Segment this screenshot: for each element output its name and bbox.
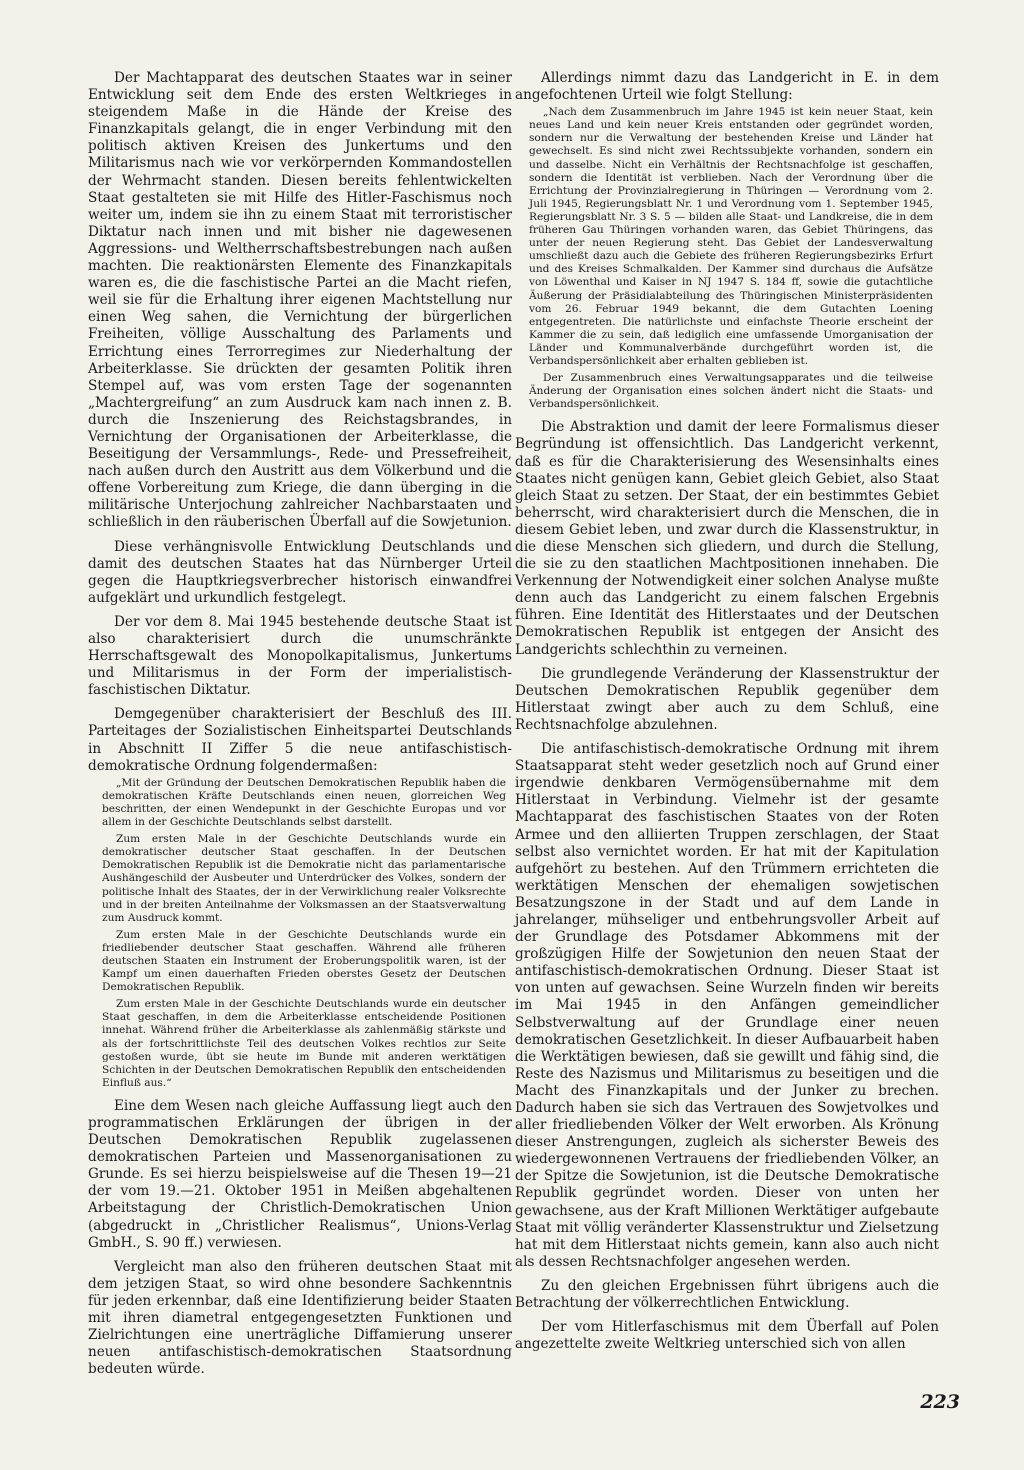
paragraph: Die antifaschistisch-demokratische Ordnung mit ihrem Staatsapparat steht weder gesetzlich noch auf Grund einer irgendwie denkbaren Vermögensübernahme mit dem Hitlerstaat in Verbindung. Vielmehr ist der gesamte Machtapparat des faschistischen Staates von der Roten Armee und den alliierten Truppen zerschlagen, der Staat selbst also vernichtet worden. Er hat mit der Kapitulation aufgehört zu bestehen. Auf den Trümmern errichteten die werktätigen Menschen der ehemaligen sowjetischen Besatzungszone in der Stadt und auf dem Lande in jahrelanger, mühseliger und entbehrungsvoller Arbeit auf der Grundlage des Potsdamer Abkommens mit der großzügigen Hilfe der Sowjetunion den neuen Staat der antifaschistisch-demokratischen Ordnung. Dieser Staat ist von unten auf gewachsen. Seine Wurzeln finden wir bereits im Mai 1945 in den Anfängen gemeindlicher Selbstverwaltung auf der Grundlage einer neuen demokratischen Gesetzlichkeit. In dieser Aufbauarbeit haben die Werktätigen bewiesen, daß sie gewillt und fähig sind, die Reste des Nazismus und Militarismus zu beseitigen und die Macht des Finanzkapitals und der Junker zu brechen. Dadurch haben sie sich das Vertrauen des Sowjetvolkes und aller friedliebenden Völker der Welt erworben. Als Krönung dieser Anstrengungen, zugleich als sicherster Beweis des wiedergewonnenen Vertrauens der friedliebenden Völker, an der Spitze die Sowjetunion, ist die Deutsche Demokratische Republik gegründet worden. Dieser von unten her gewachsene, aus der Kraft Millionen Werktätiger aufgebaute Staat mit völlig veränderter Klassenstruktur und Zielsetzung hat mit dem Hitlerstaat nichts gemein, kann also auch nicht als dessen Rechtsnachfolger angesehen werden.	[515, 741, 939, 1270]
left-column	[88, 70, 512, 1385]
paragraph: Eine dem Wesen nach gleiche Auffassung liegt auch den programmatischen Erklärungen der übrigen in der Deutschen Demokratischen Republik zugelassenen demokratischen Parteien und Massenorganisationen zu Grunde. Es sei hierzu beispielsweise auf die Thesen 19—21 der vom 19.—21. Oktober 1951 in Meißen abgehaltenen Arbeitstagung der Christlich-Demokratischen Union (abgedruckt in „Christlicher Realismus“, Unions-Verlag GmbH., S. 90 ff.) verwiesen.	[88, 1097, 512, 1251]
paragraph: Zu den gleichen Ergebnissen führt übrigens auch die Betrachtung der völkerrechtlichen Entwicklung.	[515, 1277, 939, 1312]
paragraph: Die grundlegende Veränderung der Klassenstruktur der Deutschen Demokratischen Republik gegenüber dem Hitlerstaat zwingt aber auch zu dem Schluß, eine Rechtsnachfolge abzulehnen.	[515, 665, 939, 733]
quote-paragraph: Zum ersten Male in der Geschichte Deutschlands wurde ein demokratischer deutscher Staat geschaffen. In der Deutschen Demokratischen Republik ist die Demokratie nicht das parlamentarische Aushängeschild der Ausbeuter und Unterdrücker des Volkes, sondern der politische Inhalt des Staates, der in der Verwirklichung realer Volksrechte und in der breiten Anteilnahme der Volksmassen an der Staatsverwaltung zum Ausdruck kommt.	[102, 833, 506, 924]
paragraph: Allerdings nimmt dazu das Landgericht in E. in dem angefochtenen Urteil wie folgt Stellung:	[515, 70, 939, 104]
paragraph: Vergleicht man also den früheren deutschen Staat mit dem jetzigen Staat, so wird ohne besondere Sachkenntnis für jeden erkennbar, daß eine Identifizierung beider Staaten mit ihren diametral entgegengesetzten Funktionen und Zielrichtungen eine unerträgliche Diffamierung unserer neuen antifaschistisch-demokratischen Staatsordnung bedeuten würde.	[88, 1258, 512, 1378]
block-quote	[88, 777, 512, 1090]
quote-paragraph: Der Zusammenbruch eines Verwaltungsapparates und die teilweise Änderung der Organisation eines solchen ändert nicht die Staats- und Verbandspersönlichkeit.	[529, 372, 933, 411]
page-number: 223	[920, 1391, 960, 1413]
paragraph: Der vom Hitlerfaschismus mit dem Überfall auf Polen angezettelte zweite Weltkrieg unterschied sich von allen	[515, 1319, 939, 1353]
quote-paragraph: „Mit der Gründung der Deutschen Demokratischen Republik haben die demokratischen Kräfte Deutschlands einen neuen, glorreichen Weg beschritten, der einen Wendepunkt in der Geschichte Europas und vor allem in der Geschichte Deutschlands selbst darstellt.	[102, 776, 506, 829]
quote-paragraph: Zum ersten Male in der Geschichte Deutschlands wurde ein friedliebender deutscher Staat geschaffen. Während alle früheren deutschen Staaten ein Instrument der Eroberungspolitik waren, ist der Kampf um einen dauerhaften Frieden oberstes Gesetz der Deutschen Demokratischen Republik.	[102, 928, 506, 994]
paragraph: Diese verhängnisvolle Entwicklung Deutschlands und damit des deutschen Staates hat das Nürnberger Urteil gegen die Hauptkriegsverbrecher historisch einwandfrei aufgeklärt und urkundlich festgelegt.	[88, 538, 512, 606]
right-column	[515, 70, 939, 1360]
paragraph: Die Abstraktion und damit der leere Formalismus dieser Begründung ist offensichtlich. Das Landgericht verkennt, daß es für die Charakterisierung des Wesensinhalts eines Staates nicht genügen kann, Gebiet gleich Gebiet, also Staat gleich Staat zu setzen. Der Staat, der ein bestimmtes Gebiet beherrscht, wird charakterisiert durch die Menschen, die in diesem Gebiet leben, und zwar durch die Klassenstruktur, in die diese Menschen sich gliedern, und durch die Stellung, die sie zu den staatlichen Machtpositionen innehaben. Die Verkennung der Notwendigkeit einer solchen Analyse mußte denn auch das Landgericht zu einem falschen Ergebnis führen. Eine Identität des Hitlerstaates und der Deutschen Demokratischen Republik ist entgegen der Ansicht des Landgerichts schlechthin zu verneinen.	[515, 419, 939, 658]
quote-paragraph: Zum ersten Male in der Geschichte Deutschlands wurde ein deutscher Staat geschaffen, in dem die Arbeiterklasse entscheidende Positionen innehat. Während früher die Arbeiterklasse als zahlenmäßig stärkste und als der fortschrittlichste Teil des deutschen Volkes rechtlos zur Seite gestoßen wurde, übt sie heute im Bunde mit anderen werktätigen Schichten in der Deutschen Demokratischen Republik den entscheidenden Einfluß aus.“	[102, 998, 506, 1089]
paragraph: Der vor dem 8. Mai 1945 bestehende deutsche Staat ist also charakterisiert durch die unumschränkte Herrschaftsgewalt des Monopolkapitalismus, Junkertums und Militarismus in der Form der imperialistisch-faschistischen Diktatur.	[88, 613, 512, 699]
paragraph: Demgegenüber charakterisiert der Beschluß des III. Parteitages der Sozialistischen Einheitspartei Deutschlands in Abschnitt II Ziffer 5 die neue antifaschistisch-demokratische Ordnung folgendermaßen:	[88, 706, 512, 774]
quote-paragraph: „Nach dem Zusammenbruch im Jahre 1945 ist kein neuer Staat, kein neues Land und kein neuer Kreis entstanden oder gegründet worden, sondern nur die Verwaltung der bestehenden Kreise und Länder hat gewechselt. Es sind nicht zwei Rechtssubjekte vorhanden, sondern ein und dasselbe. Nicht ein Verhältnis der Rechtsnachfolge ist geschaffen, sondern die Identität ist verblieben. Nach der Verordnung über die Errichtung der Provinzialregierung in Thüringen — Verordnung vom 2. Juli 1945, Regierungsblatt Nr. 1 und Verordnung vom 1. September 1945, Regierungsblatt Nr. 3 S. 5 — bilden alle Staat- und Landkreise, die in dem früheren Gau Thüringen vorhanden waren, das Gebiet Thüringens, das unter der neuen Regierung steht. Das Gebiet der Landesverwaltung umschließt dazu auch die Gebiete des früheren Regierungsbezirks Erfurt und des Kreises Schmalkalden. Der Kammer sind durchaus die Aufsätze von Löwenthal und Kaiser in NJ 1947 S. 184 ff, sowie die gutachtliche Äußerung der Präsidialabteilung des Thüringischen Ministerpräsidenten vom 26. Februar 1949 bekannt, die dem Gutachten Loening entgegentreten. Die natürlichste und einfachste Theorie erscheint der Kammer die zu sein, daß lediglich eine umfassende Umorganisation der Länder und Kommunalverbände durchgeführt worden ist, die Verbandspersönlichkeit aber erhalten geblieben ist.	[529, 106, 933, 367]
block-quote	[515, 106, 939, 411]
paragraph: Der Machtapparat des deutschen Staates war in seiner Entwicklung seit dem Ende des ersten Weltkrieges in steigendem Maße in die Hände der Kreise des Finanzkapitals gelangt, die in enger Verbindung mit den politisch aktiven Kreisen des Junkertums und den Militarismus nach wie vor verkörpernden Kommandostellen der Wehrmacht standen. Diesen bereits fehlentwickelten Staat gestalteten sie mit Hilfe des Hitler-Faschismus noch weiter um, indem sie ihn zu einem Staat mit terroristischer Diktatur nach innen und mit bisher nie dagewesenen Aggressions- und Weltherrschaftsbestrebungen nach außen machten. Die reaktionärsten Elemente des Finanzkapitals waren es, die die faschistische Partei an die Macht riefen, weil sie für die Erhaltung ihrer eigenen Machtstellung nur einen Weg sahen, die Vernichtung der bürgerlichen Freiheiten, völlige Ausschaltung des Parlaments und Errichtung eines Terrorregimes zur Niederhaltung der Arbeiterklasse. Sie drückten der gesamten Politik ihren Stempel auf, was vom ersten Tage der sogenannten „Machtergreifung“ an zum Ausdruck kam nach innen z. B. durch die Inszenierung des Reichstagsbrandes, in Vernichtung der Organisationen der Arbeiterklasse, die Beseitigung der Versammlungs-, Rede- und Pressefreiheit, nach außen durch den Austritt aus dem Völkerbund und die offene Vorbereitung zum Kriege, die dann überging in die militärische Unterjochung zahlreicher Nachbarstaaten und schließlich in den räuberischen Überfall auf die Sowjetunion.	[88, 70, 512, 531]
